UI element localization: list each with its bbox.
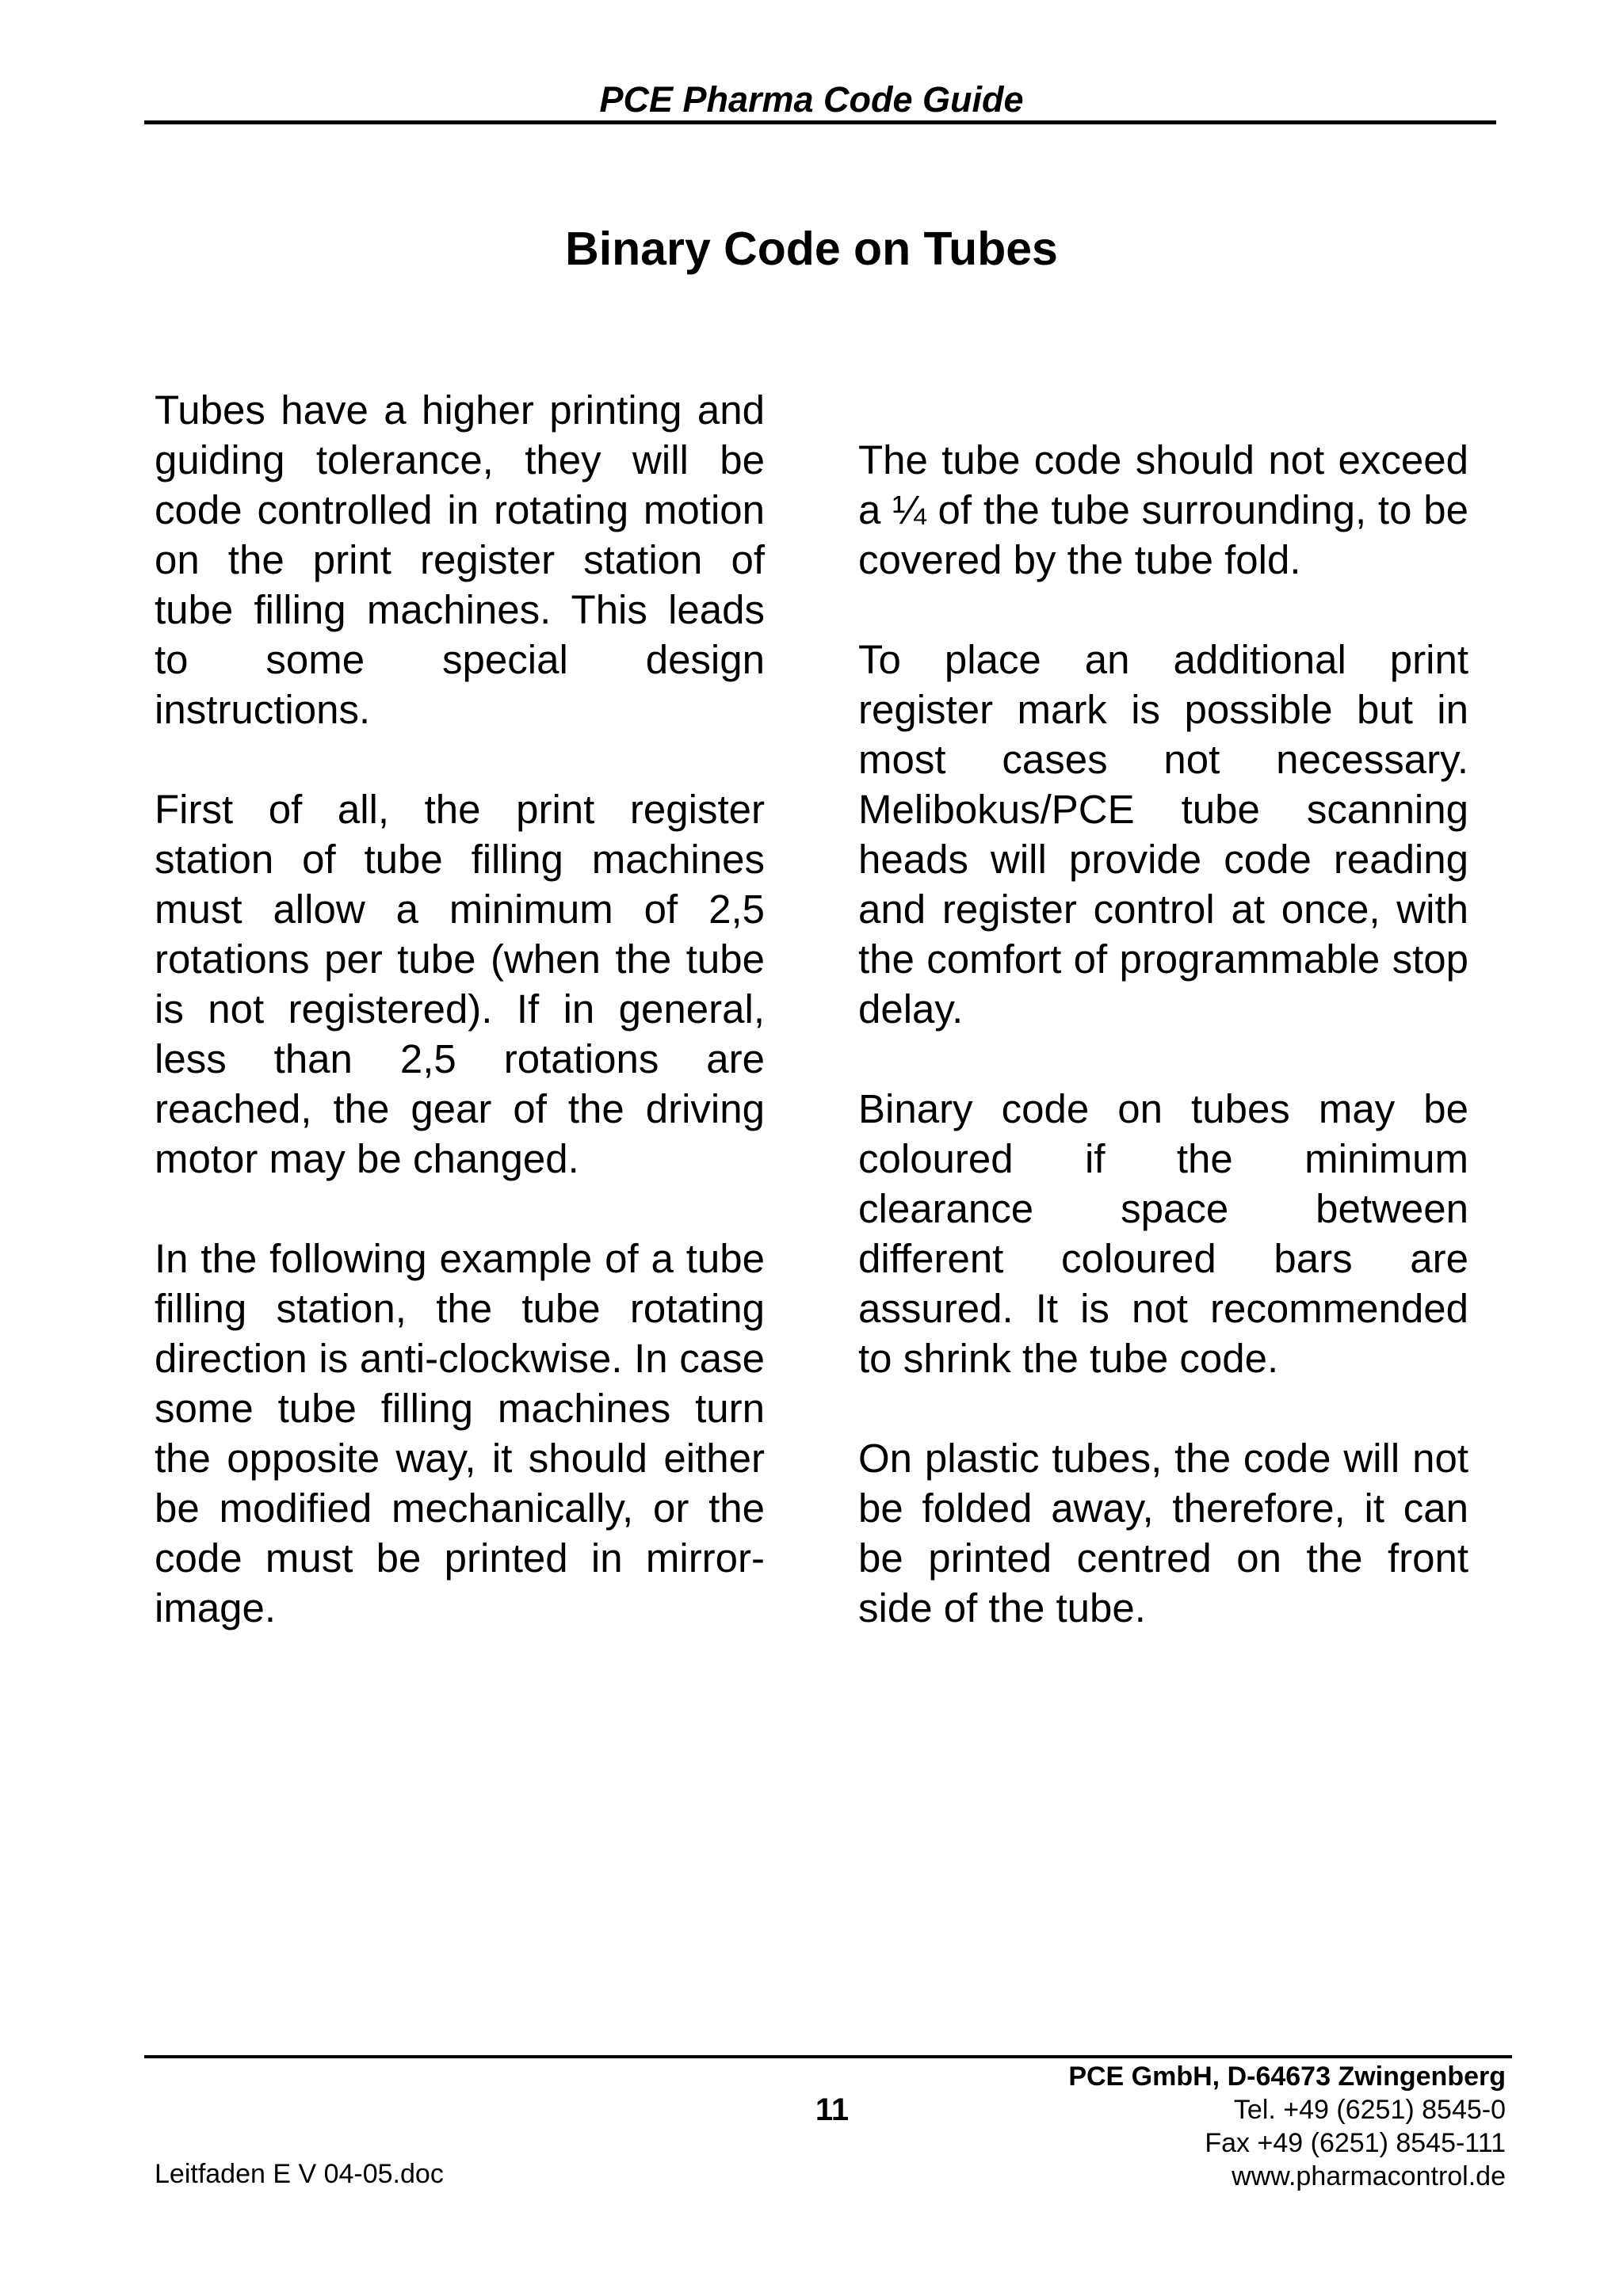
fax-number: Fax +49 (6251) 8545-111: [1205, 2128, 1506, 2158]
document-header-title: PCE Pharma Code Guide: [599, 79, 1024, 120]
page-number: 11: [815, 2092, 850, 2127]
right-paragraph-1: The tube code should not exceed a ¼ of the tube surrounding, to be covered by the tube fold.: [858, 437, 1468, 582]
left-paragraph-3: In the following example of a tube filling station, the tube rotating direction is anti-clockwise. In case some tube filling machines turn the opposite way, it should either be modified mechanically, or the code must be printed in mirror-image.: [155, 1236, 765, 1630]
document-filename: Leitfaden E V 04-05.doc: [155, 2159, 444, 2189]
right-paragraph-3: Binary code on tubes may be coloured if the minimum clearance space between different coloured bars are assured. It is not recommended to shrink the tube code.: [858, 1086, 1468, 1381]
right-paragraph-4: On plastic tubes, the code will not be folded away, therefore, it can be printed centred on the front side of the tube.: [858, 1436, 1468, 1630]
left-paragraph-1: Tubes have a higher printing and guiding tolerance, they will be code controlled in rotating motion on the print register station of tube filling machines. This leads to some special design instructions.: [155, 387, 765, 732]
left-paragraph-2: First of all, the print register station of tube filling machines must allow a minimum of 2,5 rotations per tube (when the tube is not registered). If in general, less than 2,5 rotations are reached, the gear of the driving motor may be changed.: [155, 787, 765, 1181]
right-column: [858, 435, 1468, 1683]
telephone-number: Tel. +49 (6251) 8545-0: [1233, 2095, 1506, 2125]
company-address: PCE GmbH, D-64673 Zwingenberg: [1068, 2061, 1506, 2092]
contact-block: [872, 2060, 1506, 2193]
right-paragraph-2: To place an additional print register mark is possible but in most cases not necessary. Melibokus/PCE tube scanning heads will provide code reading and register control at once, with the comfort of programmable stop delay.: [858, 637, 1468, 1032]
header-divider: [144, 120, 1496, 124]
page-heading: Binary Code on Tubes: [565, 222, 1058, 275]
footer-divider: [144, 2055, 1512, 2058]
left-column: [155, 385, 765, 1683]
website-url: www.pharmacontrol.de: [1232, 2161, 1506, 2191]
